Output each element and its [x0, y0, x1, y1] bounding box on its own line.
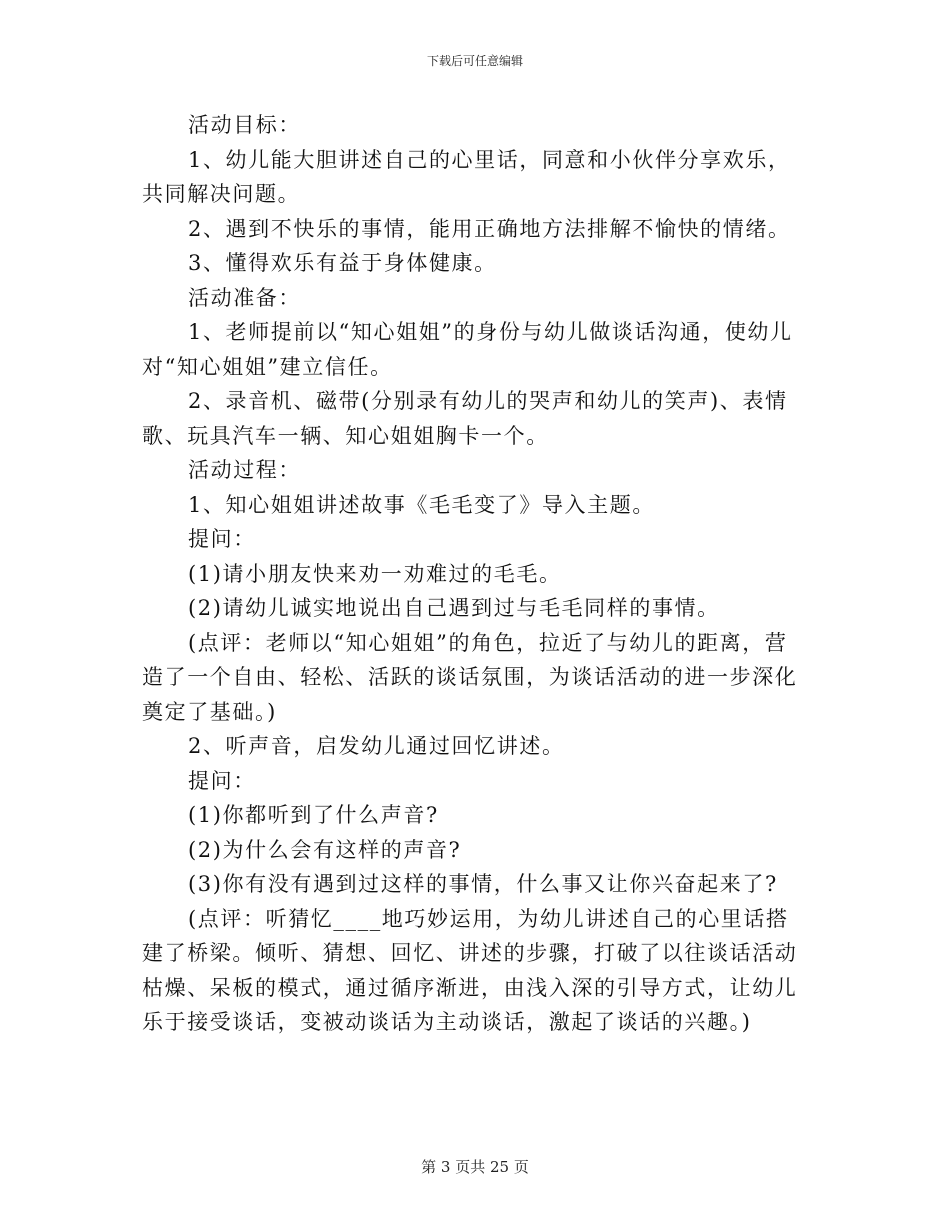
page-header: 下载后可任意编辑 [426, 54, 523, 68]
question-item: (2)为什么会有这样的声音? [188, 837, 462, 862]
question-label-2: 提问： [188, 768, 256, 793]
goal-item-2: 2、遇到不快乐的事情，能用正确地方法排解不愉快的情绪。 [188, 216, 791, 241]
document-body [142, 108, 810, 1040]
commentary-1: (点评：老师以“知心姐姐”的角色，拉近了与幼儿的距离，营造了一个自由、轻松、活跃的谈话氛围，为谈话活动的进一步深化奠定了基础。) [142, 630, 798, 724]
goal-item-1: 1、幼儿能大胆讲述自己的心里话，同意和小伙伴分享欢乐，共同解决问题。 [142, 147, 791, 206]
question-item: (1)你都听到了什么声音? [188, 803, 439, 827]
question-item: (2)请幼儿诚实地说出自己遇到过与毛毛同样的事情。 [188, 596, 720, 620]
question-label-1: 提问： [188, 527, 256, 551]
question-item: (3)你有没有遇到过这样的事情，什么事又让你兴奋起来了? [188, 872, 778, 896]
section-heading-goals: 活动目标： [188, 113, 301, 137]
preparation-item-1: 1、老师提前以“知心姐姐”的身份与幼儿做谈话沟通，使幼儿对“知心姐姐”建立信任。 [142, 320, 793, 379]
process-step-2: 2、听声音，启发幼儿通过回忆讲述。 [188, 734, 565, 758]
commentary-2: (点评：听猜忆____地巧妙运用，为幼儿讲述自己的心里话搭建了桥梁。倾听、猜想、回忆、讲述的步骤，打破了以往谈话活动枯燥、呆板的模式，通过循序渐进，由浅入深的引导方式，让幼儿乐于接受谈话，变被动谈话为主动谈话，激起了谈话的兴趣。) [142, 906, 798, 1034]
section-heading-process: 活动过程： [188, 458, 301, 482]
section-heading-preparation: 活动准备： [188, 285, 301, 310]
process-step-1: 1、知心姐姐讲述故事《毛毛变了》导入主题。 [188, 492, 655, 517]
preparation-item-2: 2、录音机、磁带(分别录有幼儿的哭声和幼儿的笑声)、表情歌、玩具汽车一辆、知心姐姐胸卡一个。 [142, 389, 788, 448]
question-item: (1)请小朋友快来劝一劝难过的毛毛。 [188, 561, 562, 586]
goal-item-3: 3、懂得欢乐有益于身体健康。 [188, 251, 497, 275]
page-number: 第 3 页共 25 页 [421, 1158, 529, 1176]
